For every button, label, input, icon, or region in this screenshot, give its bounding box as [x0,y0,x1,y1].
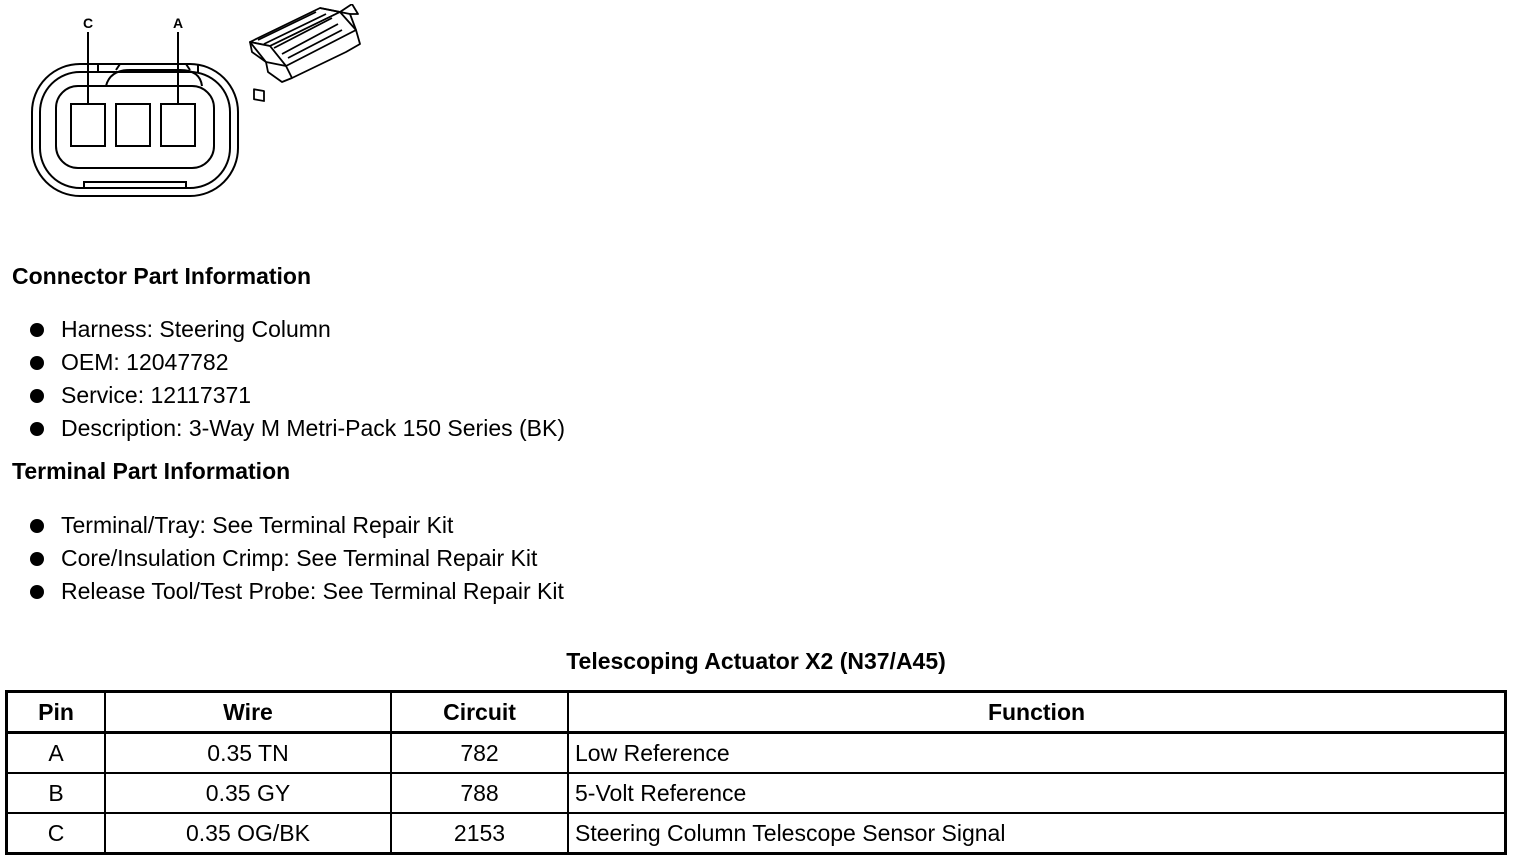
cavity-a [161,104,195,146]
connector-info-list [30,313,565,445]
list-item [30,575,564,608]
connector-info-heading: Connector Part Information [12,263,312,289]
pin-label-c: C [82,15,94,31]
header-pin: Pin [7,692,106,733]
header-wire: Wire [105,692,391,733]
list-item-text: Release Tool/Test Probe: See Terminal Repair Kit [61,578,564,604]
list-item [30,313,565,346]
bullet-icon [30,552,44,566]
list-item [30,379,565,412]
table-row [7,813,1506,854]
cell-circuit: 788 [391,773,568,813]
list-item [30,509,564,542]
cavity-c [71,104,105,146]
list-item-text: Description: 3-Way M Metri-Pack 150 Series (BK) [61,415,566,441]
table-row [7,773,1506,813]
cell-pin: A [7,733,106,774]
bullet-icon [30,323,44,337]
connector-face-view [32,32,238,196]
cell-circuit: 2153 [391,813,568,854]
bullet-icon [30,389,44,403]
bullet-icon [30,585,44,599]
cell-function: Low Reference [568,733,1506,774]
list-item-text: Terminal/Tray: See Terminal Repair Kit [61,512,454,538]
bullet-icon [30,356,44,370]
list-item [30,542,564,575]
terminal-info-list [30,509,564,608]
header-circuit: Circuit [391,692,568,733]
cell-wire: 0.35 GY [105,773,391,813]
cavity-b [116,104,150,146]
pin-table [5,690,1507,855]
pin-label-a: A [172,15,184,31]
table-header-row [7,692,1506,733]
cell-function: Steering Column Telescope Sensor Signal [568,813,1506,854]
list-item-text: Core/Insulation Crimp: See Terminal Repair Kit [61,545,538,571]
cell-circuit: 782 [391,733,568,774]
header-function: Function [568,692,1506,733]
bullet-icon [30,422,44,436]
cell-pin: B [7,773,106,813]
terminal-info-heading: Terminal Part Information [12,458,291,484]
list-item [30,412,565,445]
connector-isometric-view [250,4,360,101]
list-item-text: Harness: Steering Column [61,316,331,342]
list-item-text: Service: 12117371 [61,382,252,408]
list-item-text: OEM: 12047782 [61,349,229,375]
cell-wire: 0.35 TN [105,733,391,774]
connector-diagram [20,4,380,209]
bullet-icon [30,519,44,533]
table-title: Telescoping Actuator X2 (N37/A45) [566,648,946,674]
list-item [30,346,565,379]
cell-pin: C [7,813,106,854]
cell-function: 5-Volt Reference [568,773,1506,813]
table-row [7,733,1506,774]
cell-wire: 0.35 OG/BK [105,813,391,854]
